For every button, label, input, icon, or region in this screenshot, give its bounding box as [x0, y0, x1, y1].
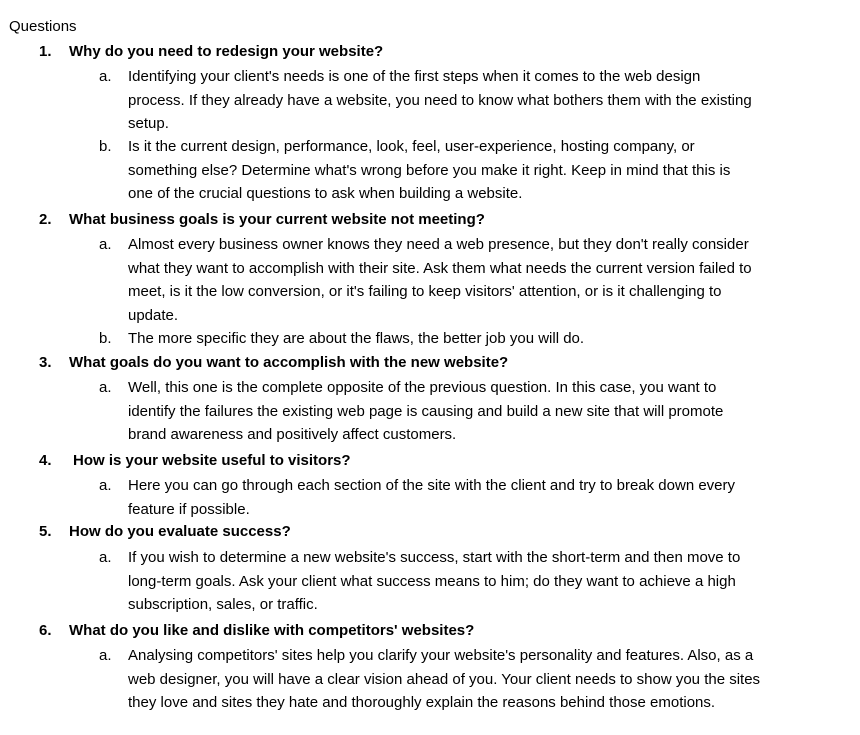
- answer-letter: b.: [99, 138, 112, 155]
- answer-letter: a.: [99, 549, 112, 566]
- answer-text: Here you can go through each section of the site with the client and try to break down every feature if possible.: [128, 477, 736, 518]
- answer-text: Is it the current design, performance, look, feel, user-experience, hosting company, or something else? Determine what's wrong before you make it right. Keep in mind that this is one of the crucial questions to ask when building a website.: [128, 138, 731, 202]
- answer-4a: [99, 474, 739, 521]
- answer-2b: [99, 327, 759, 351]
- answer-text: Analysing competitors' sites help you clarify your website's personality and features. Also, as a web designer, you will have a clear vision ahead of you. Your client needs to show you the sites they love and sites they hate and thoroughly explain the reasons behind those emotions.: [128, 647, 761, 711]
- question-title: How do you evaluate success?: [69, 523, 291, 540]
- answer-letter: a.: [99, 647, 112, 664]
- question-number: 4.: [39, 452, 52, 469]
- question-title: What do you like and dislike with competitors' websites?: [69, 622, 475, 639]
- question-6: [39, 621, 839, 641]
- answer-2a: [99, 233, 759, 327]
- answer-text: Almost every business owner knows they need a web presence, but they don't really consider what they want to accomplish with their site. Ask them what needs the current version failed to meet, is it the low conversion, or it's failing to keep visitors' attention, or is it challenging to update.: [128, 236, 752, 324]
- answer-letter: a.: [99, 379, 112, 396]
- question-number: 5.: [39, 523, 52, 540]
- answer-text: Well, this one is the complete opposite of the previous question. In this case, you want to identify the failures the existing web page is causing and build a new site that will promote brand awareness and positively affect customers.: [128, 379, 724, 443]
- answer-text: If you wish to determine a new website's success, start with the short-term and then move to long-term goals. Ask your client what success means to him; do they want to achieve a high subscription, sales, or traffic.: [128, 549, 741, 613]
- question-title: What goals do you want to accomplish with the new website?: [69, 354, 509, 371]
- question-number: 6.: [39, 622, 52, 639]
- answer-letter: a.: [99, 68, 112, 85]
- question-1: [39, 42, 839, 62]
- answer-letter: a.: [99, 477, 112, 494]
- answer-letter: b.: [99, 330, 112, 347]
- answer-3a: [99, 376, 739, 447]
- document-heading: Questions: [9, 18, 77, 35]
- question-number: 3.: [39, 354, 52, 371]
- question-4: [39, 451, 839, 471]
- answer-text: Identifying your client's needs is one of the first steps when it comes to the web design process. If they already have a website, you need to know what bothers them with the existing setup.: [128, 68, 752, 132]
- answer-1b: [99, 135, 759, 206]
- question-2: [39, 210, 839, 230]
- answer-1a: [99, 65, 759, 136]
- question-title: How is your website useful to visitors?: [73, 452, 351, 469]
- answer-text: The more specific they are about the flaws, the better job you will do.: [128, 330, 585, 347]
- question-number: 1.: [39, 43, 52, 60]
- answer-6a: [99, 644, 764, 715]
- question-number: 2.: [39, 211, 52, 228]
- answer-5a: [99, 546, 764, 617]
- question-title: Why do you need to redesign your website?: [69, 43, 384, 60]
- question-5: [39, 522, 839, 542]
- question-3: [39, 353, 839, 373]
- question-title: What business goals is your current website not meeting?: [69, 211, 485, 228]
- answer-letter: a.: [99, 236, 112, 253]
